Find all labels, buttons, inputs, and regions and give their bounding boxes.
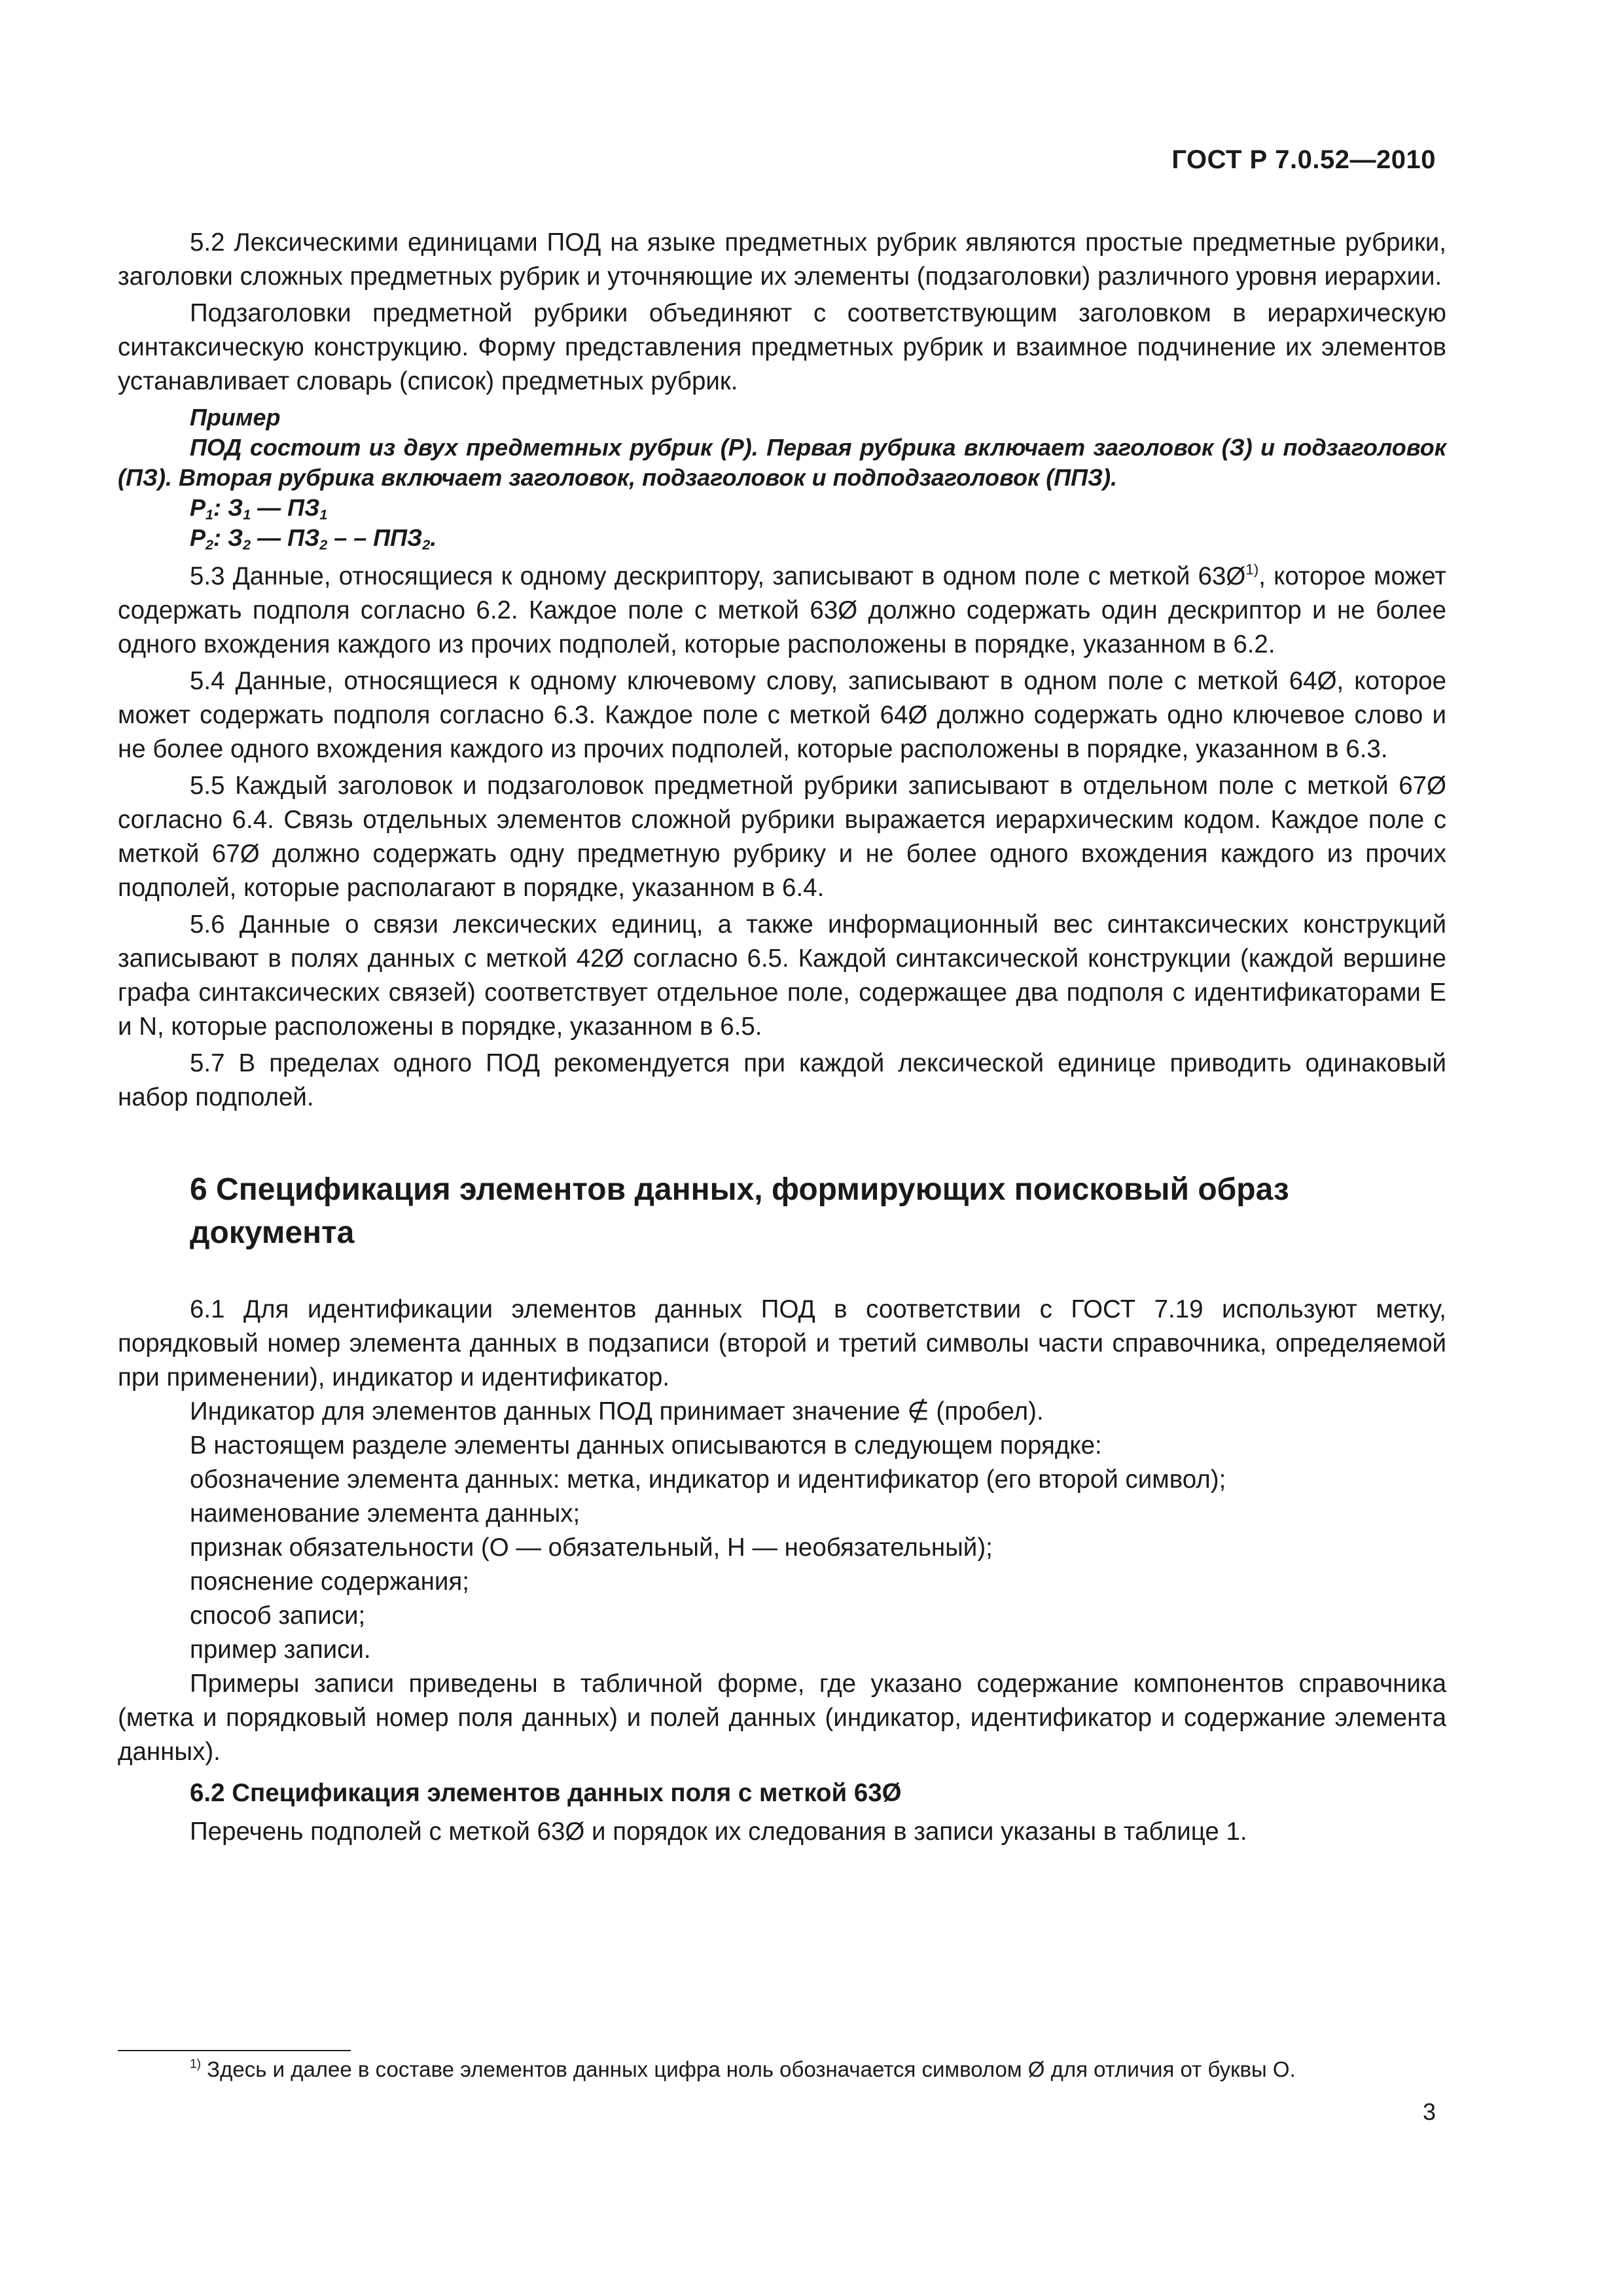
paragraph-5-5: 5.5 Каждый заголовок и подзаголовок предметной рубрики записывают в отдельном поле с меткой 67Ø согласно 6.4. Связь отдельных элементов сложной рубрики выражается иерархическим кодом. Каждое поле с меткой 67Ø должно содержать одну предметную рубрику и не более одного вхождения каждого из прочих подполей, которые располагают в порядке, указанном в 6.4.	[118, 772, 1446, 902]
footnote: $^{1)}$ Здесь и далее в составе элементов данных цифра ноль обозначается символом Ø для отличия от буквы О.	[190, 2057, 1296, 2081]
footnote-separator	[118, 2050, 351, 2051]
paragraph-6-1-examples: Примеры записи приведены в табличной форме, где указано содержание компонентов справочника (метка и порядковый номер поля данных) и полей данных (индикатор, идентификатор и содержание элемента данных).	[118, 1670, 1446, 1766]
paragraph-5-7: 5.7 В пределах одного ПОД рекомендуется при каждой лексической единице приводить одинаковый набор подполей.	[118, 1049, 1446, 1111]
list-item: наименование элемента данных;	[190, 1499, 580, 1528]
subsection-6-2-title: 6.2 Спецификация элементов данных поля с меткой 63Ø	[190, 1779, 902, 1807]
paragraph-5-6: 5.6 Данные о связи лексических единиц, а также информационный вес синтаксических конструкций записывают в полях данных с меткой 42Ø согласно 6.5. Каждой синтаксической конструкции (каждой вершине графа синтаксических связей) соответствует отдельное поле, содержащее два подполя с идентификаторами Е и N, которые расположены в порядке, указанном в 6.5.	[118, 910, 1446, 1041]
paragraph-5-3: 5.3 Данные, относящиеся к одному дескриптору, записывают в одном поле с меткой $63Ø^{1)}$, которое может содержать подполя согласно 6.2. Каждое поле с меткой 63Ø должно содержать один дескриптор и не более одного вхождения каждого из прочих подполей, которые расположены в порядке, указанном в 6.2.	[118, 561, 1447, 658]
list-item: пояснение содержания;	[190, 1568, 469, 1596]
list-item: обозначение элемента данных: метка, индикатор и идентификатор (его второй символ);	[190, 1465, 1226, 1494]
paragraph-6-1: 6.1 Для идентификации элементов данных ПОД в соответствии с ГОСТ 7.19 используют метку, порядковый номер элемента данных в подзаписи (второй и третий символы части справочника, определяемой при применении), индикатор и идентификатор.	[118, 1295, 1446, 1391]
list-item: признак обязательности (О — обязательный, Н — необязательный);	[190, 1534, 993, 1562]
section-6-title: 6 Спецификация элементов данных, формирующих поисковый образ документа	[190, 1172, 1289, 1250]
page-number: 3	[1422, 2098, 1436, 2125]
paragraph-6-1-order: В настоящем разделе элементы данных описываются в следующем порядке:	[190, 1431, 1102, 1460]
example-label: Пример	[190, 404, 281, 431]
paragraph-6-1-indicator: Индикатор для элементов данных ПОД принимает значение ∉ (пробел).	[190, 1397, 1044, 1426]
main-content	[118, 226, 1446, 1849]
paragraph-6-2: Перечень подполей с меткой 63Ø и порядок их следования в записи указаны в таблице 1.	[190, 1818, 1247, 1846]
paragraph-5-2: 5.2 Лексическими единицами ПОД на языке предметных рубрик являются простые предметные рубрики, заголовки сложных предметных рубрик и уточняющие их элементы (подзаголовки) различного уровня иерархии.	[118, 228, 1446, 291]
list-item: пример записи.	[190, 1636, 371, 1664]
document-header: ГОСТ Р 7.0.52—2010	[1171, 145, 1436, 174]
example-formula-2: $Р_2$: $З_2$ — $ПЗ_2$ – – $ППЗ_2$.	[190, 524, 437, 553]
list-item: способ записи;	[190, 1602, 366, 1630]
example-formula-1: $Р_1$: $З_1$ — $ПЗ_1$	[190, 494, 328, 523]
example-text: ПОД состоит из двух предметных рубрик (Р). Первая рубрика включает заголовок (З) и подзаголовок (ПЗ). Вторая рубрика включает заголовок, подзаголовок и подподзаголовок (ППЗ).	[118, 434, 1446, 491]
paragraph-5-4: 5.4 Данные, относящиеся к одному ключевому слову, записывают в одном поле с меткой 64Ø, которое может содержать подполя согласно 6.3. Каждое поле с меткой 64Ø должно содержать одно ключевое слово и не более одного вхождения каждого из прочих подполей, которые расположены в порядке, указанном в 6.3.	[118, 667, 1446, 763]
footnote-ref: 1)	[1245, 561, 1259, 578]
paragraph-5-2-continued: Подзаголовки предметной рубрики объединяют с соответствующим заголовком в иерархическую синтаксическую конструкцию. Форму представления предметных рубрик и взаимное подчинение их элементов устанавливает словарь (список) предметных рубрик.	[118, 299, 1446, 395]
